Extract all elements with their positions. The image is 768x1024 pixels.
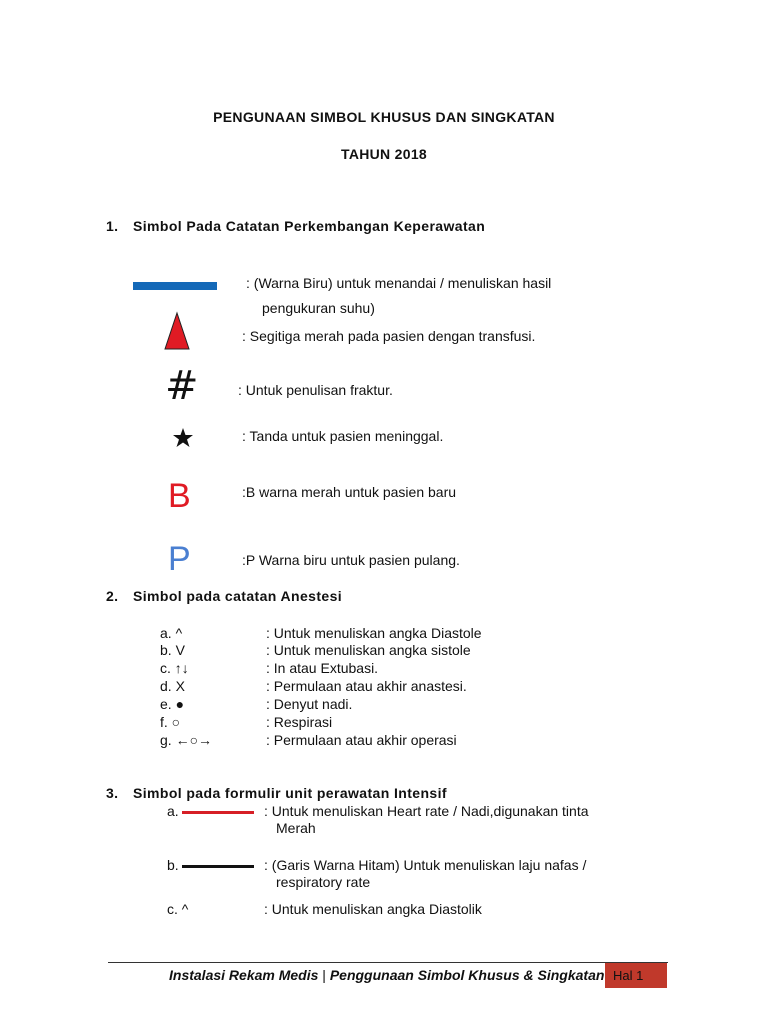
section1-heading: Simbol Pada Catatan Perkembangan Keperawatan: [133, 218, 486, 234]
icu-b-line1: : (Garis Warna Hitam) Untuk menuliskan laju nafas /: [264, 857, 587, 873]
anestesi-desc-d: : Permulaan atau akhir anastesi.: [266, 678, 467, 694]
item5-text: :B warna merah untuk pasien baru: [242, 484, 457, 500]
page-subtitle: TAHUN 2018: [341, 146, 427, 162]
anestesi-label-c: c. ↑↓: [160, 660, 189, 676]
anestesi-label-g: g. ←○→: [160, 732, 213, 748]
anestesi-desc-g: : Permulaan atau akhir operasi: [266, 732, 457, 748]
footer-right: Penggunaan Simbol Khusus & Singkatan: [329, 967, 605, 983]
section2-heading: Simbol pada catatan Anestesi: [133, 588, 343, 604]
icu-label-b: b.: [167, 857, 179, 873]
anestesi-desc-a: : Untuk menuliskan angka Diastole: [266, 625, 482, 641]
item2-text: : Segitiga merah pada pasien dengan transfusi.: [242, 328, 536, 344]
page-title: PENGUNAAN SIMBOL KHUSUS DAN SINGKATAN: [213, 109, 555, 125]
crescent-star-icon: [154, 414, 198, 464]
icu-a-line1: : Untuk menuliskan Heart rate / Nadi,digunakan tinta: [264, 803, 589, 819]
anestesi-desc-b: : Untuk menuliskan angka sistole: [266, 642, 471, 658]
section2-number: 2.: [106, 588, 119, 604]
page-number-badge: Hal 1: [605, 963, 667, 988]
footer-rule: [108, 962, 668, 963]
item6-text: :P Warna biru untuk pasien pulang.: [242, 552, 460, 568]
anestesi-label-e: e. ●: [160, 696, 185, 712]
item1-text-line1: : (Warna Biru) untuk menandai / menuliskan hasil: [246, 275, 552, 291]
item1-text-line2: pengukuran suhu): [262, 300, 375, 316]
icu-label-a: a.: [167, 803, 179, 819]
red-line-symbol: [182, 811, 254, 814]
item4-text: : Tanda untuk pasien meninggal.: [242, 428, 444, 444]
icu-b-line2: respiratory rate: [276, 874, 371, 890]
section3-number: 3.: [106, 785, 119, 801]
anestesi-desc-e: : Denyut nadi.: [266, 696, 353, 712]
section1-number: 1.: [106, 218, 119, 234]
footer-left: Instalasi Rekam Medis: [169, 967, 319, 983]
icu-c-line1: : Untuk menuliskan angka Diastolik: [264, 901, 482, 917]
anestesi-label-f: f. ○: [160, 714, 181, 730]
blue-line-symbol: [133, 282, 217, 290]
icu-a-line2: Merah: [276, 820, 316, 836]
b-red-symbol: B: [168, 477, 191, 515]
anestesi-label-d: d. X: [160, 678, 185, 694]
hash-icon: #: [165, 363, 199, 409]
footer-text: [169, 967, 604, 983]
footer-separator: |: [322, 967, 326, 983]
anestesi-desc-c: : In atau Extubasi.: [266, 660, 379, 676]
icu-label-c: c. ^: [167, 901, 189, 917]
anestesi-desc-f: : Respirasi: [266, 714, 333, 730]
red-triangle-icon: [163, 311, 191, 351]
section3-heading: Simbol pada formulir unit perawatan Intensif: [133, 785, 447, 801]
p-blue-symbol: P: [168, 540, 191, 578]
item3-text: : Untuk penulisan fraktur.: [238, 382, 393, 398]
black-line-symbol: [182, 865, 254, 868]
anestesi-label-a: a. ^: [160, 625, 183, 641]
anestesi-label-b: b. V: [160, 642, 185, 658]
